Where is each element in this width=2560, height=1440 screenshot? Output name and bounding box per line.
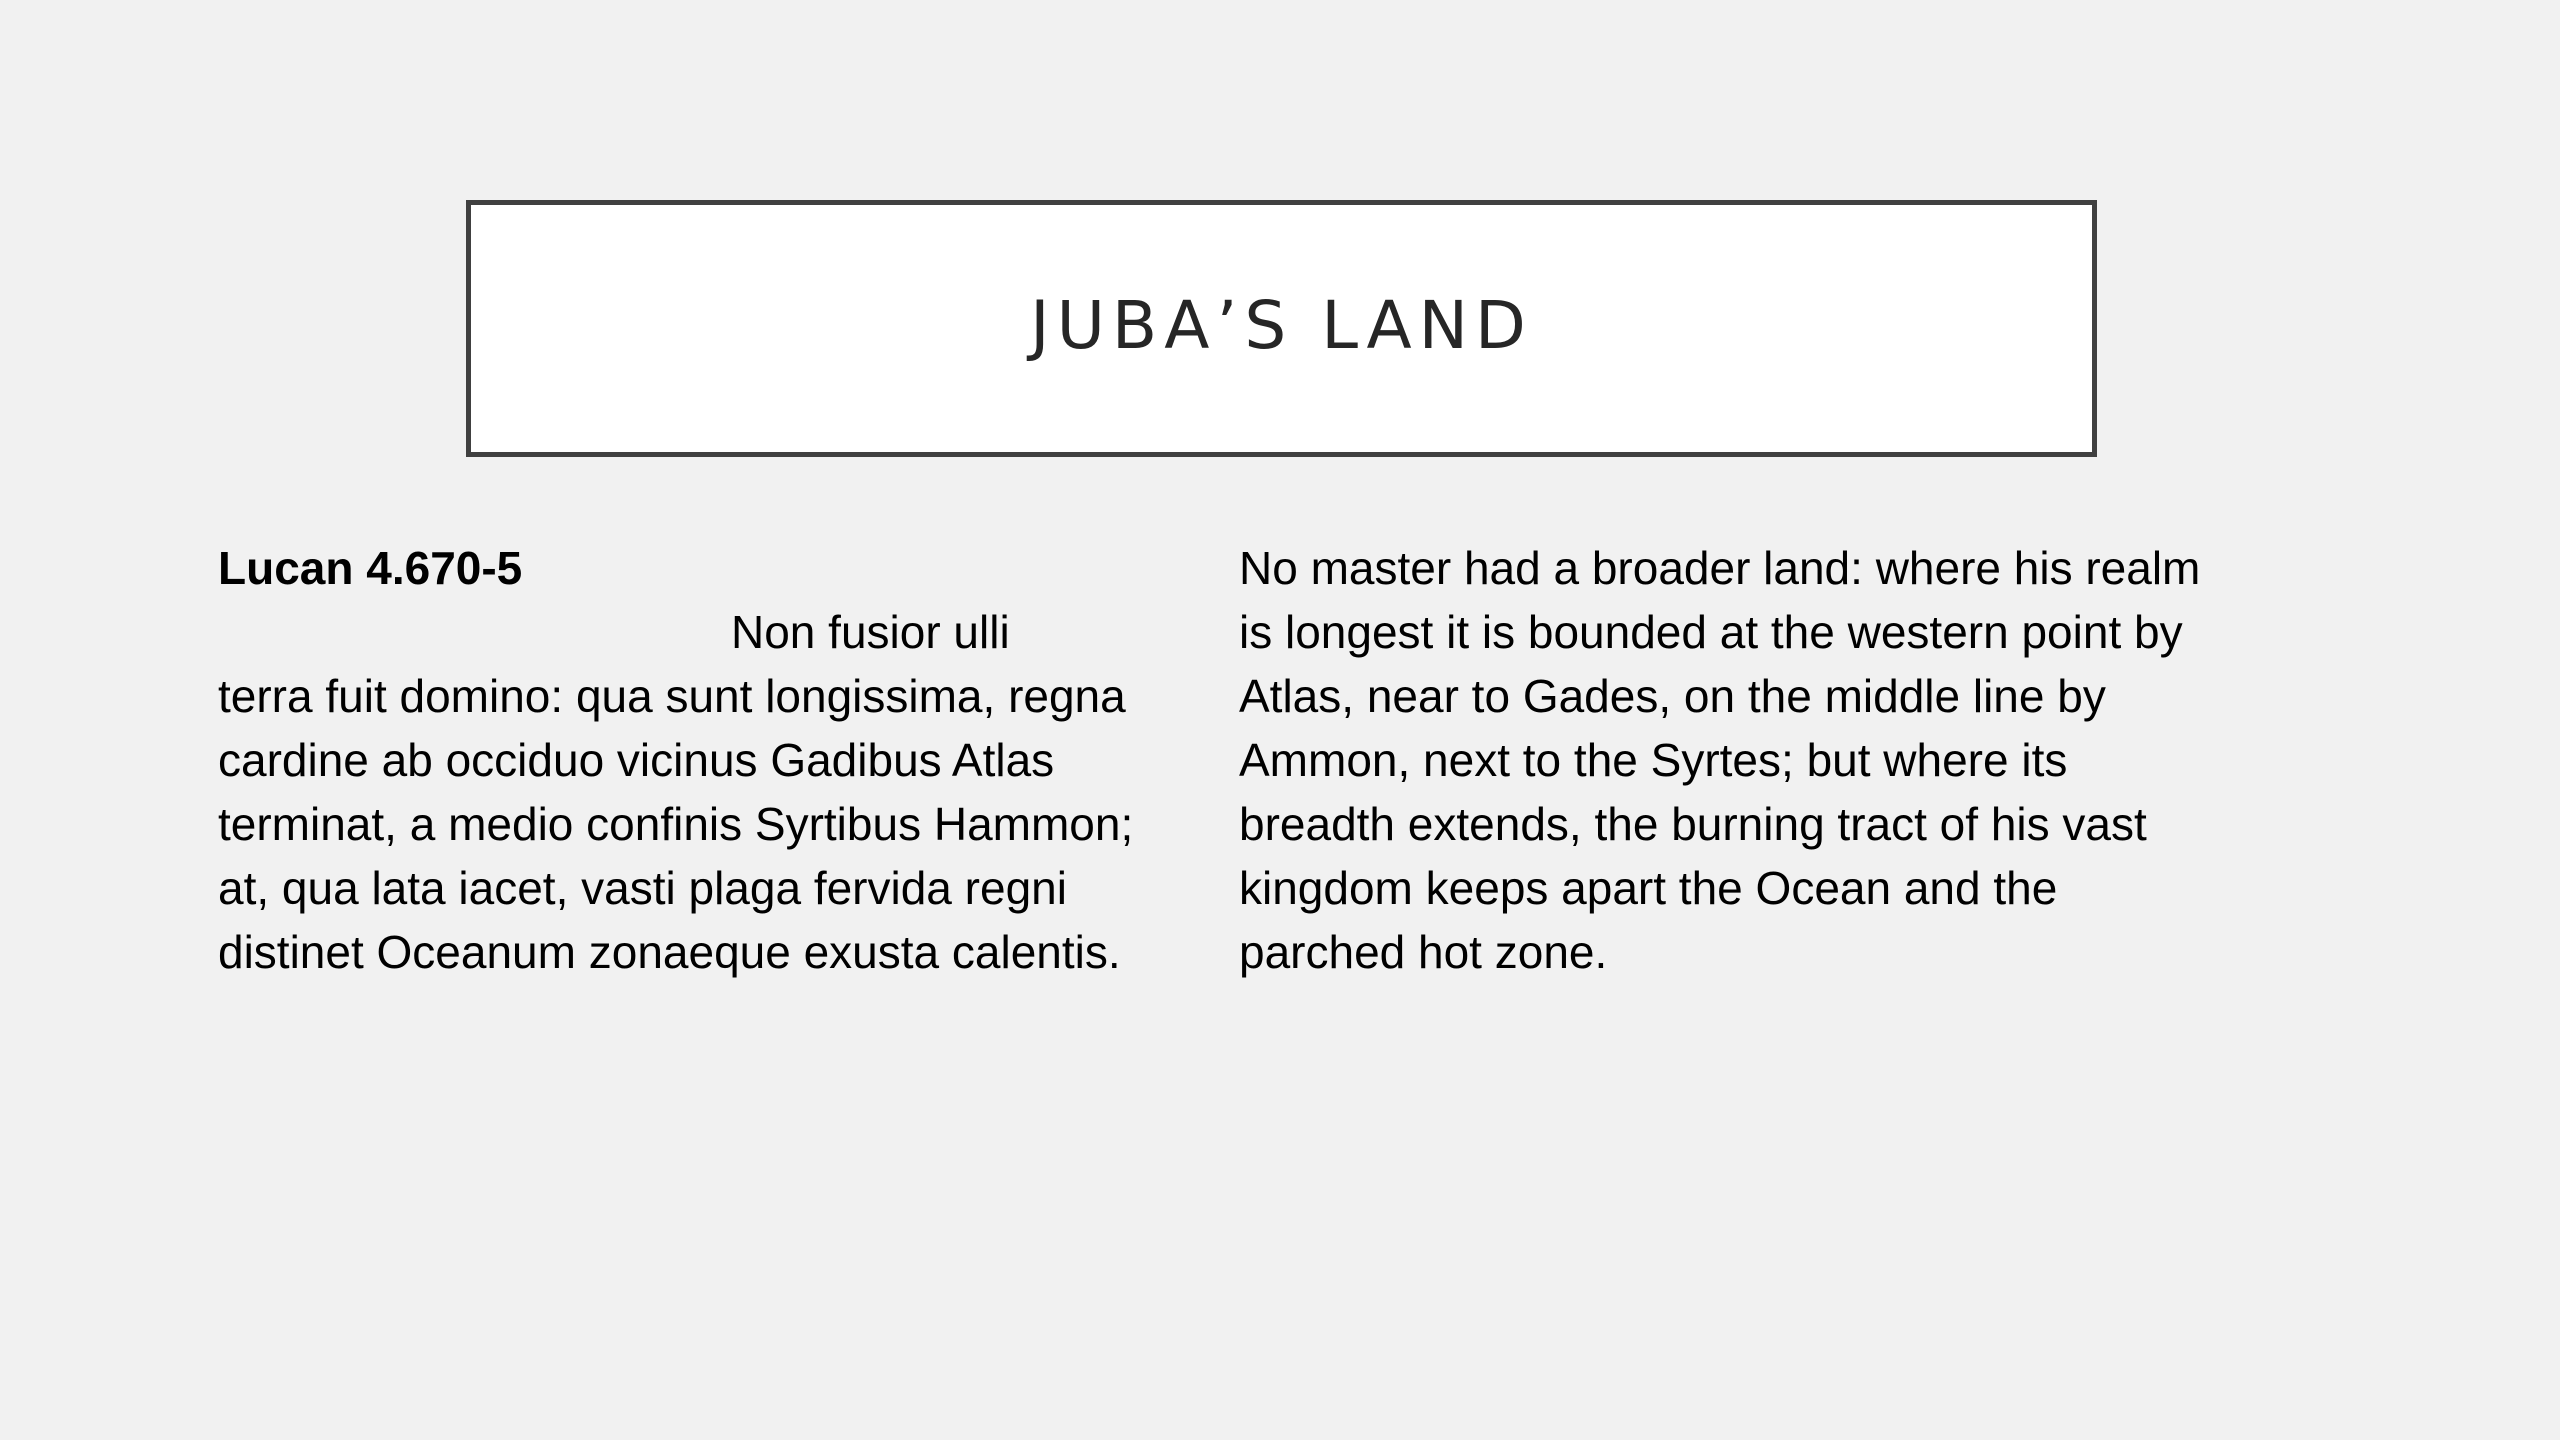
latin-line: cardine ab occiduo vicinus Gadibus Atlas xyxy=(218,734,1055,786)
latin-line: Non fusior ulli xyxy=(731,606,1010,658)
translation-line: breadth extends, the burning tract of his vast xyxy=(1239,798,2147,850)
latin-line: terminat, a medio confinis Syrtibus Hammon; xyxy=(218,798,1134,850)
latin-line: at, qua lata iacet, vasti plaga fervida regni xyxy=(218,862,1067,914)
translation-line: Ammon, next to the Syrtes; but where its xyxy=(1239,734,2068,786)
translation-line: kingdom keeps apart the Ocean and the xyxy=(1239,862,2058,914)
latin-line: terra fuit domino: qua sunt longissima, regna xyxy=(218,670,1126,722)
latin-heading: Lucan 4.670-5 xyxy=(218,542,523,594)
translation-line: parched hot zone. xyxy=(1239,926,1608,978)
title-box xyxy=(466,200,2097,457)
latin-line: distinet Oceanum zonaeque exusta calentis. xyxy=(218,926,1121,978)
latin-text-column xyxy=(218,536,1198,984)
translation-text-column xyxy=(1239,536,2359,984)
slide-title: JUBA’S LAND xyxy=(1030,287,1533,364)
translation-line: Atlas, near to Gades, on the middle line by xyxy=(1239,670,2106,722)
translation-line: is longest it is bounded at the western point by xyxy=(1239,606,2183,658)
translation-line: No master had a broader land: where his realm xyxy=(1239,542,2201,594)
